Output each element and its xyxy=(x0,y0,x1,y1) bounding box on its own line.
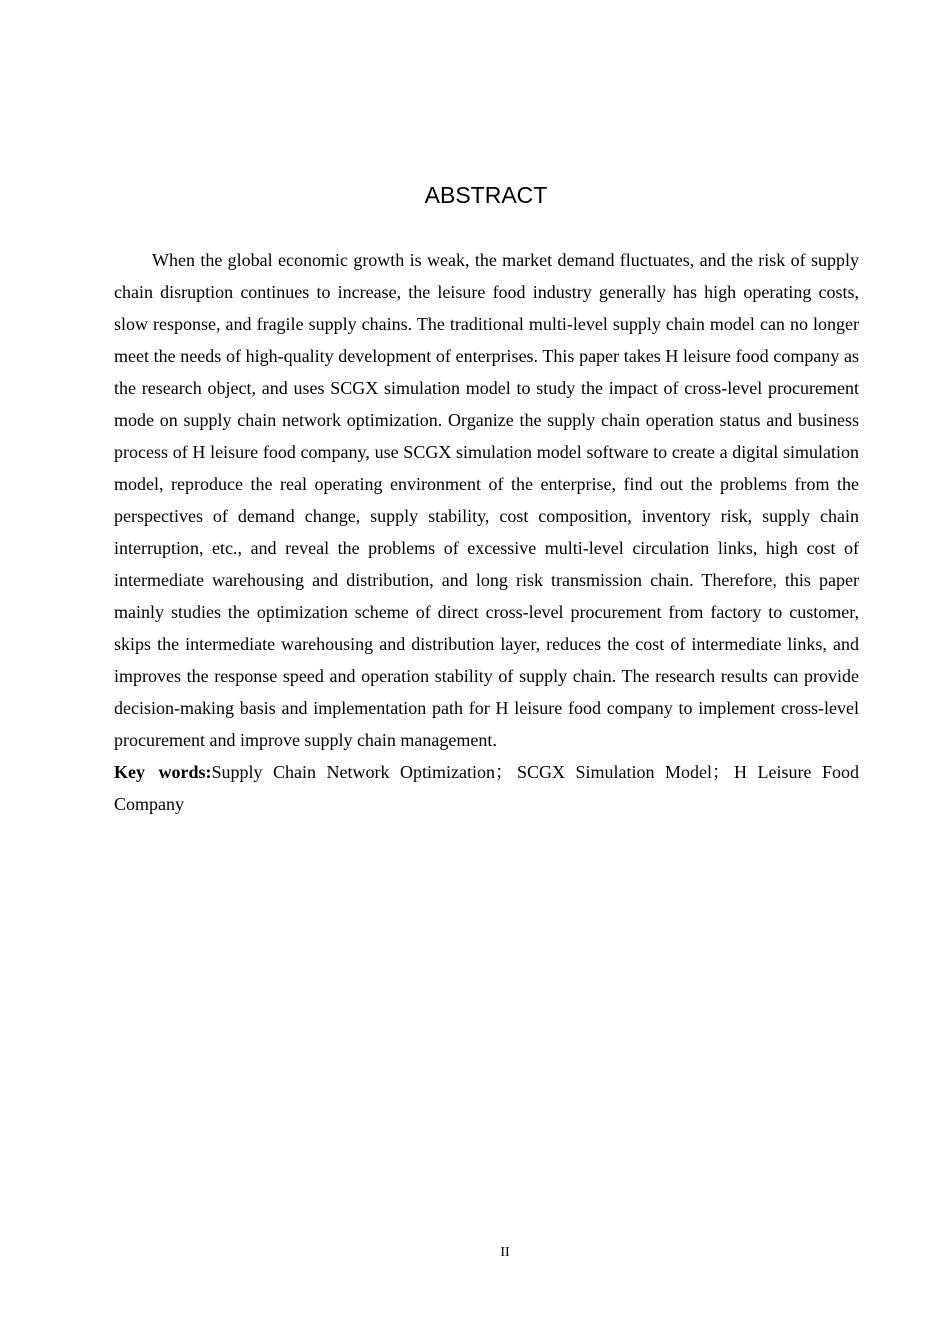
keyword-separator: ； xyxy=(494,762,513,782)
abstract-paragraph: When the global economic growth is weak, the market demand fluctuates, and the risk of supply chain disruption continues to increase, the leisure food industry generally has high operating costs, slow response, and fragile supply chains. The traditional multi-level supply chain model can no longer meet the needs of high-quality development of enterprises. This paper takes H leisure food company as the research object, and uses SCGX simulation model to study the impact of cross-level procurement mode on supply chain network optimization. Organize the supply chain operation status and business process of H leisure food company, use SCGX simulation model software to create a digital simulation model, reproduce the real operating environment of the enterprise, find out the problems from the perspectives of demand change, supply stability, cost composition, inventory risk, supply chain interruption, etc., and reveal the problems of excessive multi-level circulation links, high cost of intermediate warehousing and distribution, and long risk transmission chain. Therefore, this paper mainly studies the optimization scheme of direct cross-level procurement from factory to customer, skips the intermediate warehousing and distribution layer, reduces the cost of intermediate links, and improves the response speed and operation stability of supply chain. The research results can provide decision-making basis and implementation path for H leisure food company to implement cross-level procurement and improve supply chain management. xyxy=(114,250,859,750)
keyword-item: H Leisure Food Company xyxy=(114,762,860,814)
abstract-section xyxy=(114,244,859,820)
abstract-title: ABSTRACT xyxy=(424,182,548,208)
keywords-line xyxy=(114,756,859,820)
keyword-item: SCGX Simulation Model xyxy=(516,762,713,782)
keyword-separator: ； xyxy=(712,762,731,782)
page-number: II xyxy=(500,1245,510,1260)
keyword-item: Supply Chain Network Optimization xyxy=(211,762,495,782)
keywords-label: Key words: xyxy=(114,762,212,782)
